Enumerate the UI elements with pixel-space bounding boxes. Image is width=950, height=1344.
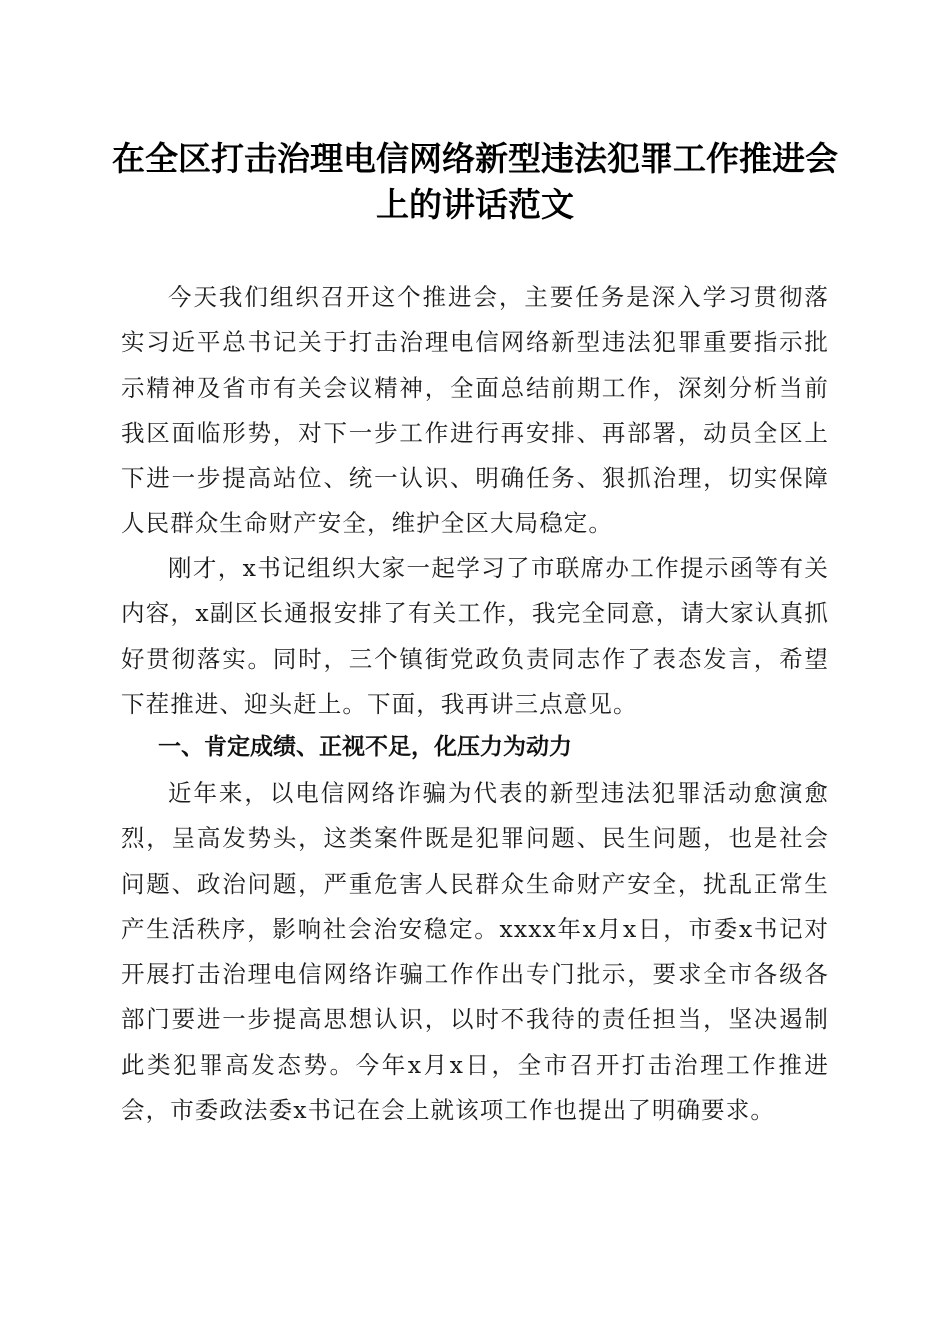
paragraph-intro: 今天我们组织召开这个推进会，主要任务是深入学习贯彻落实习近平总书记关于打击治理电信网络新型违法犯罪重要指示批示精神及省市有关会议精神，全面总结前期工作，深刻分析当前我区面临形势，对下一步工作进行再安排、再部署，动员全区上下进一步提高站位、统一认识、明确任务、狠抓治理，切实保障人民群众生命财产安全，维护全区大局稳定。 [121, 283, 829, 538]
paragraph-summary: 刚才，x书记组织大家一起学习了市联席办工作提示函等有关内容，x副区长通报安排了有关工作，我完全同意，请大家认真抓好贯彻落实。同时，三个镇街党政负责同志作了表态发言，希望下茬推进、迎头赶上。下面，我再讲三点意见。 [121, 554, 829, 718]
paragraph-section-1: 近年来，以电信网络诈骗为代表的新型违法犯罪活动愈演愈烈，呈高发势头，这类案件既是犯罪问题、民生问题，也是社会问题、政治问题，严重危害人民群众生命财产安全，扰乱正常生产生活秩序，影响社会治安稳定。xxxx年x月x日，市委x书记对开展打击治理电信网络诈骗工作作出专门批示，要求全市各级各部门要进一步提高思想认识，以时不我待的责任担当，坚决遏制此类犯罪高发态势。今年x月x日，全市召开打击治理工作推进会，市委政法委x书记在会上就该项工作也提出了明确要求。 [121, 779, 829, 1125]
document-title: 在全区打击治理电信网络新型违法犯罪工作推进会上的讲话范文 [112, 139, 838, 224]
section-heading-1: 一、肯定成绩、正视不足，化压力为动力 [158, 734, 572, 760]
